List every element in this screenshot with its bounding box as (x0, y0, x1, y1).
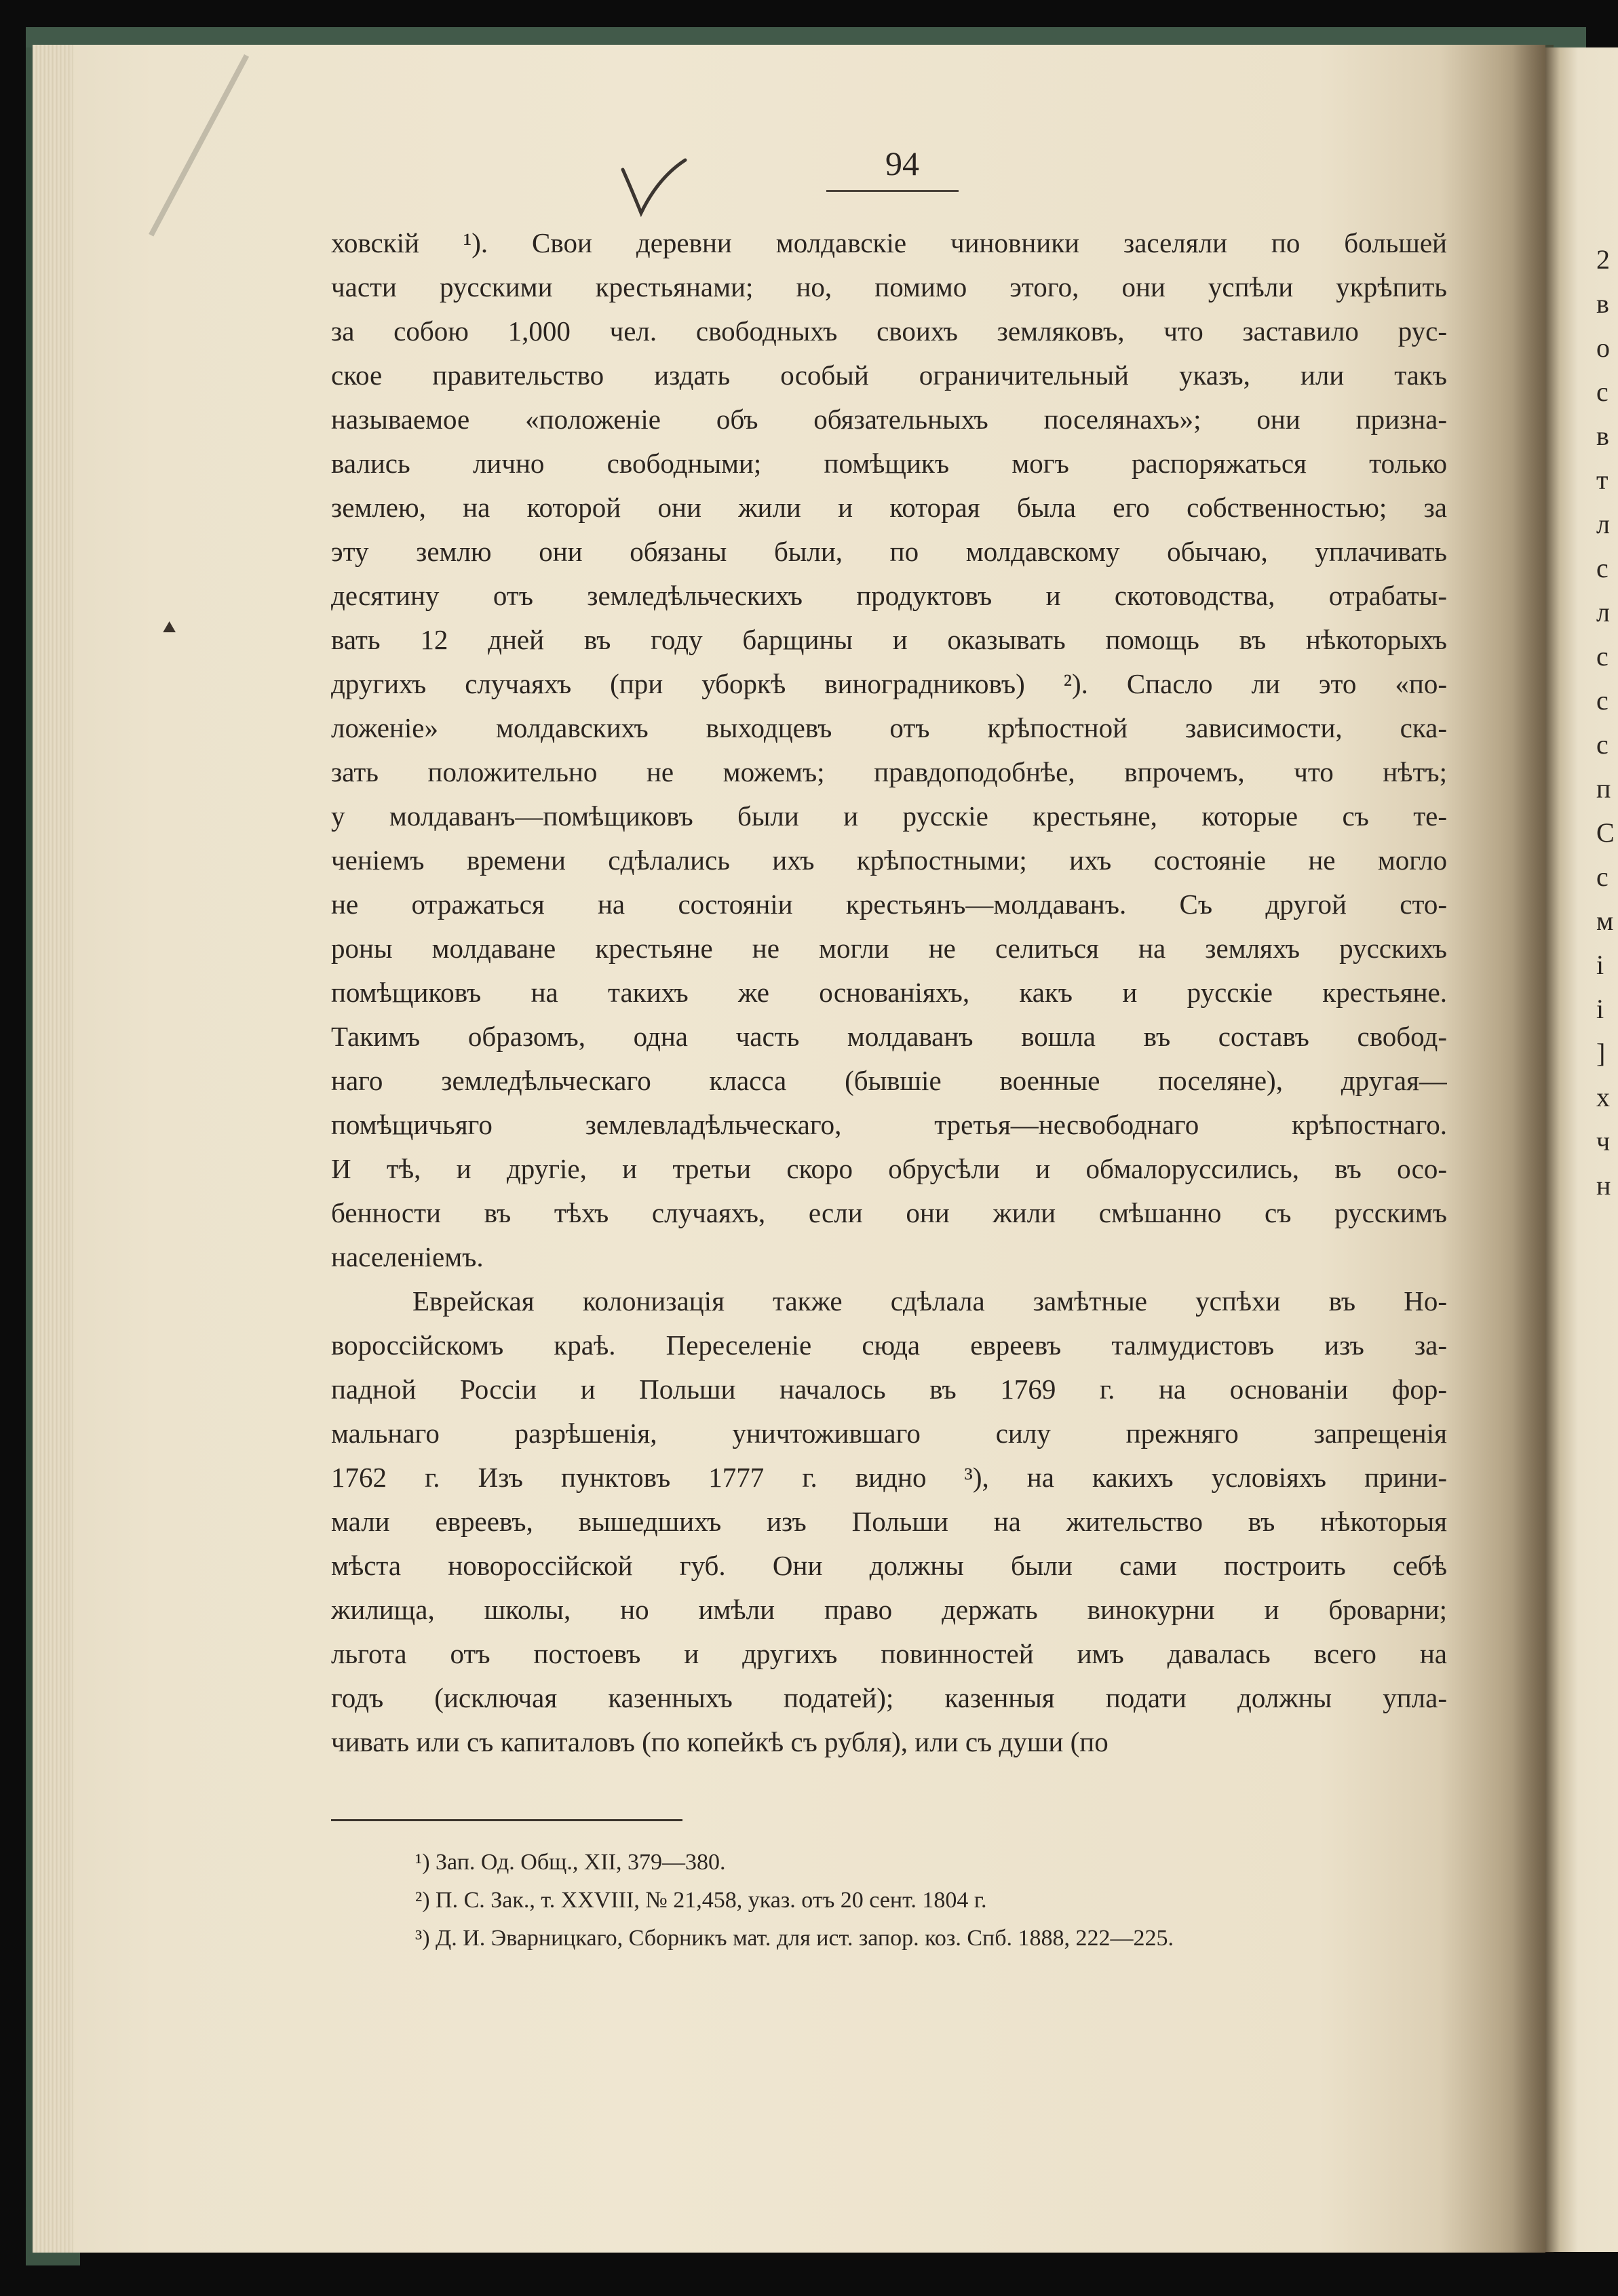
text-line-content: другихъ случаяхъ (при уборкѣ виноградниковъ) ²). Спасло ли это «по- (331, 668, 1447, 699)
facing-page-fragment: с (1596, 861, 1609, 892)
text-line (331, 574, 1447, 618)
text-line-content: льгота отъ постоевъ и другихъ повинностей имъ давалась всего на (331, 1638, 1447, 1669)
text-line-content: зать положительно не можемъ; правдоподобнѣе, впрочемъ, что нѣтъ; (331, 756, 1447, 787)
text-line-content: вороссійскомъ краѣ. Переселеніе сюда евреевъ талмудистовъ изъ за- (331, 1329, 1447, 1361)
text-line (331, 1720, 1447, 1764)
text-line-content: вались лично свободными; помѣщикъ могъ распоряжаться только (331, 448, 1447, 479)
facing-page-fragment: о (1596, 332, 1610, 363)
facing-page-fragment: с (1596, 729, 1609, 760)
facing-page-fragment: С (1596, 817, 1615, 848)
text-line (331, 397, 1447, 442)
facing-page-fragment: с (1596, 641, 1609, 672)
text-line (331, 309, 1447, 353)
facing-page-fragment: п (1596, 773, 1611, 804)
text-line-content: Такимъ образомъ, одна часть молдаванъ вошла въ составъ свобод- (331, 1021, 1447, 1052)
facing-page-fragment: і (1596, 994, 1604, 1024)
text-line (331, 1456, 1447, 1500)
text-line-content: называемое «положеніе объ обязательныхъ поселянахъ»; они призна- (331, 404, 1447, 435)
text-line (331, 1544, 1447, 1588)
text-line-content: мѣста новороссійской губ. Они должны были сами построить себѣ (331, 1550, 1447, 1581)
facing-page-fragment: і (1596, 950, 1604, 980)
text-line (331, 1191, 1447, 1235)
text-line-content: И тѣ, и другіе, и третьи скоро обрусѣли и обмалоруссились, въ осо- (331, 1153, 1447, 1184)
paragraph-jewish-colonization (331, 1279, 1447, 1764)
text-line-content: помѣщичьяго землевладѣльческаго, третья—несвободнаго крѣпостнаго. (331, 1109, 1447, 1140)
text-line (331, 221, 1447, 265)
footnote-1: ¹) Зап. Од. Общ., XII, 379—380. (415, 1850, 726, 1875)
text-line (331, 662, 1447, 706)
text-line (331, 750, 1447, 794)
facing-page-edge (1545, 47, 1618, 2252)
paragraph-moldavian-colonization (331, 221, 1447, 1279)
text-line-content: падной Россіи и Польши началось въ 1769 г. на основаніи фор- (331, 1374, 1447, 1405)
text-line-content: годъ (исключая казенныхъ податей); казенныя подати должны упла- (331, 1682, 1447, 1713)
text-line (331, 353, 1447, 397)
facing-page-text-fragments (1596, 237, 1617, 1207)
text-line-content: землею, на которой они жили и которая была его собственностью; за (331, 492, 1447, 523)
text-line (331, 1676, 1447, 1720)
text-line (331, 1235, 1447, 1279)
text-line (331, 1500, 1447, 1544)
facing-page-fragment: н (1596, 1170, 1611, 1201)
text-line-content: у молдаванъ—помѣщиковъ были и русскіе крестьяне, которые съ те- (331, 800, 1447, 832)
text-line (331, 1632, 1447, 1676)
text-line (331, 486, 1447, 530)
facing-page-fragment: ч (1596, 1126, 1611, 1156)
text-line (331, 618, 1447, 662)
text-line (331, 1103, 1447, 1147)
text-line-content: не отражаться на состояніи крестьянъ—молдаванъ. Съ другой сто- (331, 889, 1447, 920)
text-line (331, 530, 1447, 574)
text-line-content: вать 12 дней въ году барщины и оказывать помощь въ нѣкоторыхъ (331, 624, 1447, 655)
facing-page-fragment: х (1596, 1082, 1610, 1112)
text-line (331, 927, 1447, 971)
page-number: 94 (885, 144, 919, 182)
facing-page-fragment: с (1596, 376, 1609, 407)
facing-page-fragment: т (1596, 465, 1609, 495)
text-line-content: десятину отъ земледѣльческихъ продуктовъ и скотоводства, отрабаты- (331, 580, 1447, 611)
text-line-content: населеніемъ. (331, 1241, 484, 1272)
text-line (331, 265, 1447, 309)
page-number-rule (826, 190, 959, 192)
text-line (331, 971, 1447, 1015)
facing-page-fragment: л (1596, 509, 1610, 539)
facing-page-fragment: с (1596, 685, 1609, 716)
text-line-content: ховскій ¹). Свои деревни молдавскіе чиновники заселяли по большей (331, 227, 1447, 258)
text-line-content: помѣщиковъ на такихъ же основаніяхъ, какъ и русскіе крестьяне. (331, 977, 1447, 1008)
text-line (331, 1147, 1447, 1191)
facing-page-fragment: л (1596, 597, 1610, 627)
text-line-content: эту землю они обязаны были, по молдавскому обычаю, уплачивать (331, 536, 1447, 567)
text-line (331, 1059, 1447, 1103)
facing-page-fragment: в (1596, 421, 1609, 451)
text-line-content: бенности въ тѣхъ случаяхъ, если они жили смѣшанно съ русскимъ (331, 1197, 1447, 1228)
text-line-content: части русскими крестьянами; но, помимо этого, они успѣли укрѣпить (331, 271, 1447, 303)
text-line (331, 794, 1447, 838)
text-line-content: наго земледѣльческаго класса (бывшіе военные поселяне), другая— (331, 1065, 1447, 1096)
text-line-content: Еврейская колонизація также сдѣлала замѣтные успѣхи въ Но- (412, 1285, 1447, 1317)
facing-page-fragment: с (1596, 553, 1609, 583)
text-line (331, 1015, 1447, 1059)
text-line-content: мальнаго разрѣшенія, уничтожившаго силу прежняго запрещенія (331, 1418, 1447, 1449)
footnote-3: ³) Д. И. Эварницкаго, Сборникъ мат. для ист. запор. коз. Спб. 1888, 222—225. (415, 1926, 1174, 1951)
facing-page-fragment: м (1596, 906, 1614, 936)
text-line (331, 442, 1447, 486)
text-line-content: роны молдаване крестьяне не могли не селиться на земляхъ русскихъ (331, 933, 1447, 964)
footnote-rule (331, 1819, 682, 1821)
text-line (331, 1323, 1447, 1367)
text-line (331, 882, 1447, 927)
facing-page-fragment: 2 (1596, 244, 1610, 275)
text-line-content: ченіемъ времени сдѣлались ихъ крѣпостными; ихъ состояніе не могло (331, 844, 1447, 876)
footnotes (415, 1844, 1446, 1958)
checkmark-icon (617, 157, 692, 218)
text-line (331, 706, 1447, 750)
margin-mark: ⯅ (160, 616, 179, 641)
text-line-content: жилища, школы, но имѣли право держать винокурни и броварни; (331, 1594, 1447, 1625)
facing-page-fragment: в (1596, 288, 1609, 319)
text-line-content: 1762 г. Изъ пунктовъ 1777 г. видно ³), на какихъ условіяхъ прини- (331, 1462, 1447, 1493)
text-line (331, 1412, 1447, 1456)
footnote-2: ²) П. С. Зак., т. XXVIII, № 21,458, указ. отъ 20 сент. 1804 г. (415, 1888, 987, 1913)
text-line (331, 1588, 1447, 1632)
text-line-content: мали евреевъ, вышедшихъ изъ Польши на жительство въ нѣкоторыя (331, 1506, 1447, 1537)
text-line-content: за собою 1,000 чел. свободныхъ своихъ земляковъ, что заставило рус- (331, 315, 1447, 347)
body-text (331, 221, 1447, 1764)
text-line (331, 1367, 1447, 1412)
text-line-content: ложеніе» молдавскихъ выходцевъ отъ крѣпостной зависимости, ска- (331, 712, 1447, 743)
facing-page-fragment: ] (1596, 1038, 1606, 1068)
text-line-content: ское правительство издать особый ограничительный указъ, или такъ (331, 359, 1447, 391)
text-line-content: чивать или съ капиталовъ (по копейкѣ съ рубля), или съ души (по (331, 1726, 1109, 1757)
page-edges (33, 45, 73, 2253)
text-line (331, 838, 1447, 882)
text-line (331, 1279, 1447, 1323)
